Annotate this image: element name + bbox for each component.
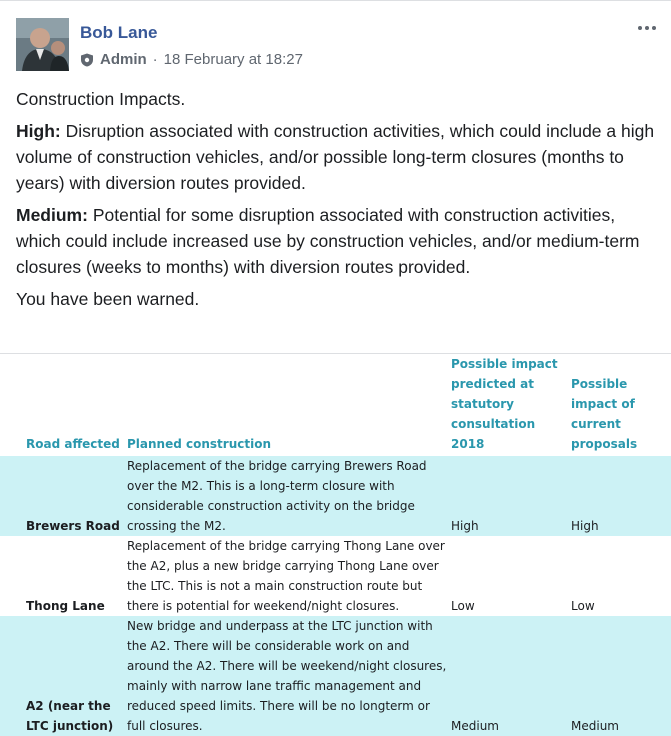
- author-name[interactable]: Bob Lane: [80, 23, 158, 42]
- table-header-row: [0, 354, 671, 456]
- avatar-photo: [16, 18, 69, 71]
- post-meta: [80, 51, 303, 68]
- cell-road: Brewers Road: [0, 456, 127, 536]
- author-avatar[interactable]: [16, 18, 69, 71]
- cell-impact-2018: Low: [451, 599, 475, 613]
- cell-impact-2018: High: [449, 456, 569, 536]
- meta-separator: ·: [152, 51, 158, 68]
- post-paragraph: You have been warned.: [16, 289, 200, 309]
- attached-image[interactable]: [0, 353, 671, 733]
- admin-shield-icon: [80, 53, 94, 67]
- author-role: Admin: [100, 51, 147, 68]
- cell-impact-2018: Medium: [449, 616, 569, 736]
- cell-road: A2 (near the LTC junction): [0, 616, 127, 736]
- post-paragraph: High: Disruption associated with construction activities, which could include a high volume of construction vehicles, and/or possible long-term closures (months to years) with diversion routes provided.: [16, 121, 655, 193]
- cell-construction: New bridge and underpass at the LTC junction with the A2. There will be considerable work on and around the A2. There will be weekend/night closures, mainly with narrow lane traffic management and reduced speed limits. There will be no longterm or full closures.: [127, 616, 449, 736]
- cell-impact-current: Medium: [569, 616, 671, 736]
- cell-construction: Replacement of the bridge carrying Thong Lane over the A2, plus a new bridge carrying Thong Lane over the LTC. This is not a main construction route but there is potential for weekend/night closures.: [127, 539, 445, 613]
- table-row: [0, 536, 671, 616]
- post-body: [16, 86, 661, 318]
- cell-impact-current: High: [569, 456, 671, 536]
- cell-road: Thong Lane: [26, 599, 105, 613]
- header-road: Road affected: [26, 437, 120, 451]
- impact-table: [0, 354, 671, 736]
- header-impact-2018: Possible impact predicted at statutory consultation 2018: [451, 357, 558, 451]
- cell-impact-current: Low: [571, 599, 595, 613]
- table-row: [0, 456, 671, 536]
- header-impact-current: Possible impact of current proposals: [571, 377, 638, 451]
- more-options-icon[interactable]: [635, 19, 659, 37]
- cell-construction: Replacement of the bridge carrying Brewers Road over the M2. This is a long-term closure with considerable construction activity on the bridge crossing the M2.: [127, 456, 449, 536]
- post-paragraph: Medium: Potential for some disruption associated with construction activities, which could include increased use by construction vehicles, and/or medium-term closures (weeks to months) with diversion routes provided.: [16, 205, 640, 277]
- table-row: [0, 616, 671, 736]
- post-timestamp[interactable]: 18 February at 18:27: [163, 51, 303, 68]
- post-paragraph: Construction Impacts.: [16, 89, 186, 109]
- header-construction: Planned construction: [127, 437, 271, 451]
